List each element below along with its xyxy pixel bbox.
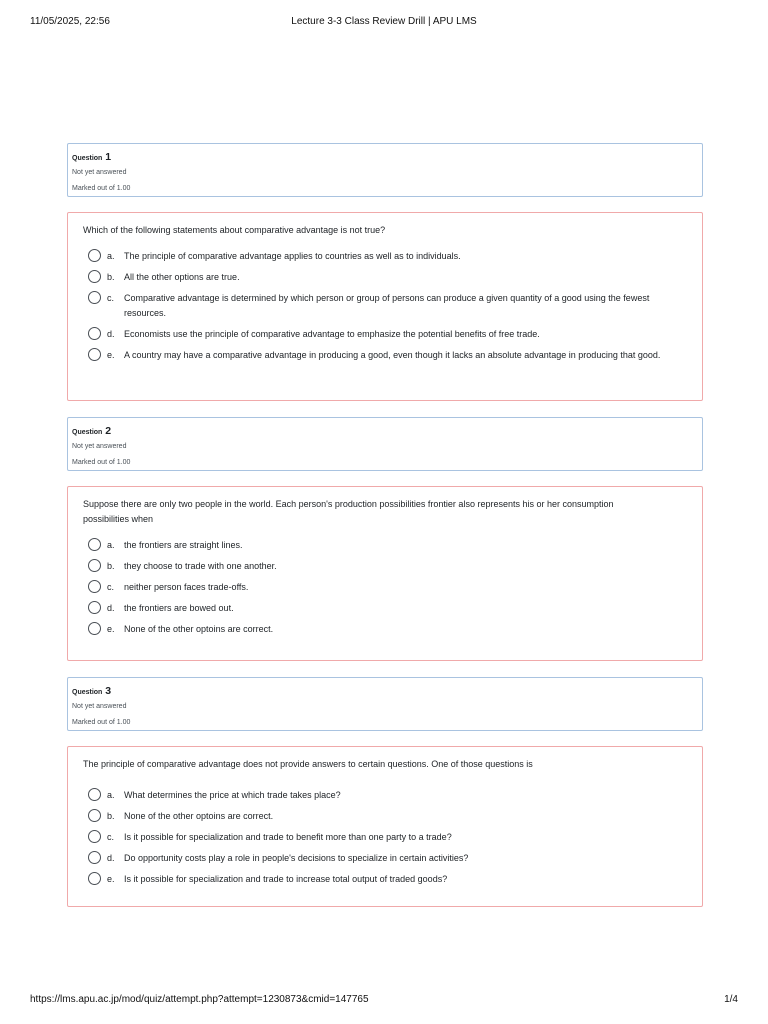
- question-text: The principle of comparative advantage does not provide answers to certain questions. One of those questions is: [83, 759, 533, 769]
- answer-option[interactable]: [83, 872, 687, 887]
- question-info-3: [67, 677, 703, 731]
- question-mark: Marked out of 1.00: [72, 719, 131, 726]
- question-label: Question: [72, 155, 103, 162]
- radio-button[interactable]: [88, 809, 101, 822]
- answer-text[interactable]: the frontiers are bowed out.: [124, 603, 234, 613]
- radio-button[interactable]: [88, 788, 101, 801]
- answer-text[interactable]: What determines the price at which trade takes place?: [124, 790, 341, 800]
- answer-text[interactable]: All the other options are true.: [124, 272, 240, 282]
- print-header: [30, 16, 738, 30]
- question-text: Suppose there are only two people in the world. Each person's production possibilities frontier also represents his or her consumption possibilities when: [83, 499, 614, 524]
- answer-letter: e.: [107, 624, 115, 634]
- answer-letter: c.: [107, 582, 115, 592]
- answer-text[interactable]: Economists use the principle of comparative advantage to emphasize the potential benefits of free trade.: [124, 328, 540, 339]
- answer-letter: b.: [107, 272, 115, 282]
- answer-letter: e.: [107, 349, 115, 360]
- answer-letter: d.: [107, 328, 115, 339]
- answer-text[interactable]: Is it possible for specialization and trade to increase total output of traded goods?: [124, 874, 448, 884]
- answer-option[interactable]: [83, 851, 687, 866]
- answer-text[interactable]: the frontiers are straight lines.: [124, 540, 243, 550]
- answer-letter: a.: [107, 790, 115, 800]
- answer-letter: e.: [107, 874, 115, 884]
- answer-letter: b.: [107, 811, 115, 821]
- answer-letter: c.: [107, 832, 115, 842]
- question-info-1: [67, 143, 703, 197]
- answer-text[interactable]: None of the other optoins are correct.: [124, 811, 274, 821]
- answer-option[interactable]: [83, 538, 687, 553]
- question-state: Not yet answered: [72, 169, 127, 176]
- radio-button[interactable]: [88, 348, 101, 361]
- question-number: 2: [105, 425, 112, 437]
- answer-list: [83, 538, 687, 637]
- answer-text[interactable]: The principle of comparative advantage applies to countries as well as to individuals.: [124, 251, 461, 261]
- answer-option[interactable]: [83, 291, 687, 320]
- answer-option[interactable]: [83, 580, 687, 595]
- radio-button[interactable]: [88, 622, 101, 635]
- question-label: Question: [72, 689, 103, 696]
- question-number: 1: [105, 151, 112, 163]
- answer-option[interactable]: [83, 270, 687, 285]
- answer-option[interactable]: [83, 327, 687, 342]
- print-footer: [30, 994, 738, 1008]
- page-number: 1/4: [724, 994, 738, 1005]
- answer-text[interactable]: A country may have a comparative advantage in producing a good, even though it lacks an absolute advantage in producing that good.: [124, 349, 661, 360]
- page-url: https://lms.apu.ac.jp/mod/quiz/attempt.php?attempt=1230873&cmid=147765: [30, 994, 369, 1005]
- answer-list: [83, 788, 687, 887]
- question-content-1: [67, 212, 703, 401]
- answer-letter: d.: [107, 853, 115, 863]
- answer-letter: c.: [107, 293, 115, 303]
- question-mark: Marked out of 1.00: [72, 185, 131, 192]
- answer-letter: a.: [107, 251, 115, 261]
- question-state: Not yet answered: [72, 703, 127, 710]
- answer-option[interactable]: [83, 601, 687, 616]
- page-title: Lecture 3-3 Class Review Drill | APU LMS: [291, 16, 477, 27]
- question-label: Question: [72, 429, 103, 436]
- radio-button[interactable]: [88, 270, 101, 283]
- answer-list: [83, 249, 687, 362]
- answer-letter: d.: [107, 603, 115, 613]
- radio-button[interactable]: [88, 580, 101, 593]
- answer-option[interactable]: [83, 830, 687, 845]
- answer-option[interactable]: [83, 348, 687, 363]
- question-mark: Marked out of 1.00: [72, 459, 131, 466]
- answer-option[interactable]: [83, 809, 687, 824]
- radio-button[interactable]: [88, 538, 101, 551]
- radio-button[interactable]: [88, 872, 101, 885]
- radio-button[interactable]: [88, 327, 101, 340]
- question-number: 3: [105, 685, 112, 697]
- answer-text[interactable]: Is it possible for specialization and trade to benefit more than one party to a trade?: [124, 832, 452, 842]
- question-content-3: [67, 746, 703, 907]
- radio-button[interactable]: [88, 291, 101, 304]
- answer-letter: a.: [107, 540, 115, 550]
- answer-option[interactable]: [83, 559, 687, 574]
- answer-text[interactable]: None of the other optoins are correct.: [124, 624, 274, 634]
- radio-button[interactable]: [88, 559, 101, 572]
- radio-button[interactable]: [88, 851, 101, 864]
- print-datetime: 11/05/2025, 22:56: [30, 16, 110, 27]
- answer-text[interactable]: they choose to trade with one another.: [124, 561, 277, 571]
- answer-option[interactable]: [83, 249, 687, 264]
- radio-button[interactable]: [88, 249, 101, 262]
- answer-option[interactable]: [83, 788, 687, 803]
- answer-letter: b.: [107, 561, 115, 571]
- question-content-2: [67, 486, 703, 661]
- answer-text[interactable]: Comparative advantage is determined by which person or group of persons can produce a given quantity of a good using the fewest resources.: [124, 293, 650, 318]
- radio-button[interactable]: [88, 601, 101, 614]
- answer-text[interactable]: Do opportunity costs play a role in people's decisions to specialize in certain activities?: [124, 853, 469, 863]
- question-text: Which of the following statements about comparative advantage is not true?: [83, 225, 386, 235]
- radio-button[interactable]: [88, 830, 101, 843]
- answer-option[interactable]: [83, 622, 687, 637]
- question-state: Not yet answered: [72, 443, 127, 450]
- answer-text[interactable]: neither person faces trade-offs.: [124, 582, 249, 592]
- question-info-2: [67, 417, 703, 471]
